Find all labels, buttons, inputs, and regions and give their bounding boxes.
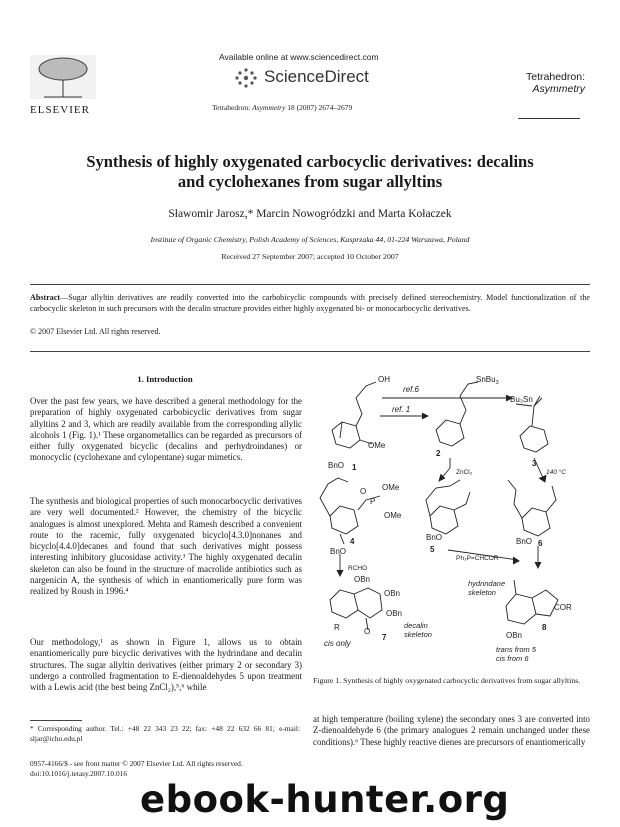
compound-4-ring: [330, 506, 358, 534]
affiliation: Institute of Organic Chemistry, Polish Academy of Sciences, Kasprzaka 44, 01-224 Warszawa, Poland: [150, 235, 470, 244]
label-r: R: [334, 623, 340, 632]
label-snbu3: SnBu$_3$: [476, 375, 499, 386]
label-n6: 6: [538, 539, 543, 548]
section-heading: 1. Introduction: [137, 374, 193, 384]
label-hydrindane-skeleton: skeleton: [468, 588, 496, 597]
label-n8: 8: [542, 623, 547, 632]
compound-8-hydrindane: [506, 590, 558, 624]
sciencedirect-wordmark: ScienceDirect: [264, 67, 369, 86]
label-cis-only: cis only: [324, 639, 351, 648]
rule-top: [30, 284, 590, 285]
label-p-ome2: OMe: [384, 511, 402, 520]
label-decalin: decalin: [404, 621, 428, 630]
abstract: [30, 293, 590, 315]
received-date: Received 27 September 2007; accepted 10 October 2007: [221, 252, 399, 261]
label-oh: OH: [378, 375, 390, 384]
label-o-7: O: [364, 627, 371, 636]
label-bno-4: BnO: [330, 547, 347, 556]
label-ref1: ref. 1: [392, 405, 411, 414]
abstract-label: Abstract: [30, 293, 61, 302]
journal-rule: [518, 118, 580, 119]
compound-6-ring: [522, 508, 550, 536]
label-rcho: RCHO: [348, 565, 368, 572]
label-cor: COR: [554, 603, 572, 612]
label-obn-top: OBn: [354, 575, 371, 584]
issn-line: 0957-4166/$ - see front matter © 2007 Elsevier Ltd. All rights reserved.: [30, 759, 243, 768]
label-n1: 1: [352, 463, 357, 472]
authors: Sławomir Jarosz,* Marcin Nowogródzki and Marta Kołaczek: [168, 208, 452, 220]
label-ref6: ref.6: [403, 385, 420, 394]
rule-bottom: [30, 351, 590, 352]
label-ome: OMe: [368, 441, 386, 450]
journal-citation: Tetrahedron: Asymmetry 18 (2007) 2674–2679: [212, 103, 353, 112]
label-cis-from: cis from 6: [496, 654, 529, 663]
intro-para-1: Over the past few years, we have described a general methodology for the preparation of highly oxygenated carbobicyclic derivatives from sugar allyltins 2 and 3, which are readily available from the corresponding allylic alcohols 1 (Fig. 1).¹ These organometallics can be regarded as precursors of either fully oxygenated bicyclic (decalins and perhydroindanes) or monocyclic (cyclohexane and cylopentane) sugar mimetics.: [30, 396, 302, 463]
label-decalin-skeleton: skeleton: [404, 630, 432, 639]
label-obn-mid: OBn: [384, 589, 401, 598]
label-bno-5: BnO: [426, 533, 443, 542]
journal-name: Tetrahedron: Asymmetry: [526, 71, 585, 95]
label-n2: 2: [436, 449, 441, 458]
intro-para-3: Our methodology,¹ as shown in Figure 1, allows us to obtain enantiomerically pure bicyclic derivatives with the hydrindane and decalin structures. The sugar allyltin derivatives (either primary 2 or secondary 3) undergo a controlled fragmentation to E-dienoaldehydes 5 upon treatment with a Lewis acid (the best being ZnCl₂),⁵,⁶ while: [30, 637, 302, 693]
label-n5: 5: [430, 545, 435, 554]
label-obn-8: OBn: [506, 631, 523, 640]
compound-5-ring: [430, 506, 458, 534]
label-n4: 4: [350, 537, 355, 546]
elsevier-logo: [30, 55, 96, 116]
label-p-ome1: OMe: [382, 483, 400, 492]
article-title: Synthesis of highly oxygenated carbocyclic derivatives: decalins and cyclohexanes from sugar allyltins: [86, 152, 534, 191]
label-trans-from: trans from 5: [496, 645, 537, 654]
compound-3-ring: [520, 426, 548, 452]
available-online: Available online at www.sciencedirect.com: [219, 52, 379, 62]
figure-1-scheme: [310, 368, 592, 668]
label-ph3p: Ph₃P=CHCOR: [456, 555, 499, 562]
figure-1: [310, 368, 592, 668]
label-bno-6: BnO: [516, 537, 533, 546]
label-bno-1: BnO: [328, 461, 345, 470]
label-obn-low: OBn: [386, 609, 403, 618]
doi-line: doi:10.1016/j.tetasy.2007.10.016: [30, 769, 128, 778]
right-para: at high temperature (boiling xylene) the secondary ones 3 are converted into Z-dienoaldehyde 6 (the primary analogues 2 remain unchanged under these conditions).⁶ These highly reactive dienes are precursors of enantiomerically: [313, 714, 590, 747]
abstract-text: —Sugar allyltin derivatives are readily converted into the carbobicyclic compounds with precisely defined stereochemistry. Model functionalization of the carbocyclic skeleton in such precursors with the decalin structure provides either highly oxygenated bi- or monocarbocyclic derivatives.: [30, 293, 590, 313]
elsevier-wordmark: ELSEVIER: [30, 104, 90, 116]
sciencedirect-dots-icon: [234, 67, 260, 89]
label-hydrindane: hydrindane: [468, 579, 506, 588]
elsevier-tree-icon: [30, 55, 96, 99]
footnote-author: * Corresponding author. Tel.: +48 22 343 23 22; fax: +48 22 632 66 81; e-mail: sljar@icho.edu.pl: [30, 724, 300, 743]
label-temp: 140 °C: [546, 469, 566, 476]
label-bu3sn: Bu₃Sn: [510, 395, 533, 404]
copyright: © 2007 Elsevier Ltd. All rights reserved.: [30, 327, 161, 336]
watermark: ebook-hunter.org: [140, 778, 510, 821]
compound-7-decalin: [330, 588, 382, 618]
figure-caption: Figure 1. Synthesis of highly oxygenated carbocyclic derivatives from sugar allyltins.: [313, 676, 581, 685]
footnote-rule: [30, 720, 82, 721]
label-n3: 3: [532, 459, 537, 468]
label-o: O: [360, 487, 367, 496]
label-n7: 7: [382, 633, 387, 642]
sciencedirect-logo: [234, 65, 384, 93]
label-p: P: [370, 497, 376, 506]
label-zncl2: ZnCl₂: [456, 469, 473, 476]
intro-para-2: The synthesis and biological properties of such monocarbocyclic derivatives are very well documented.² However, the chemistry of the bicyclic analogues is almost unexplored. Mehta and Ramesh described a convenient route to the racemic, fully oxygenated bicyclo[4.3.0]nonanes and bicyclo[4.4.0]decanes and found that such derivatives might possess interesting inhibitory glucosidase activity.³ The highly oxygenated decalin skeleton can also be found in the structure of macrolide antibiotics such as nargenicin A, the synthesis of which in enantiomerically pure form was realized by Roush in 1996.⁴: [30, 496, 302, 597]
